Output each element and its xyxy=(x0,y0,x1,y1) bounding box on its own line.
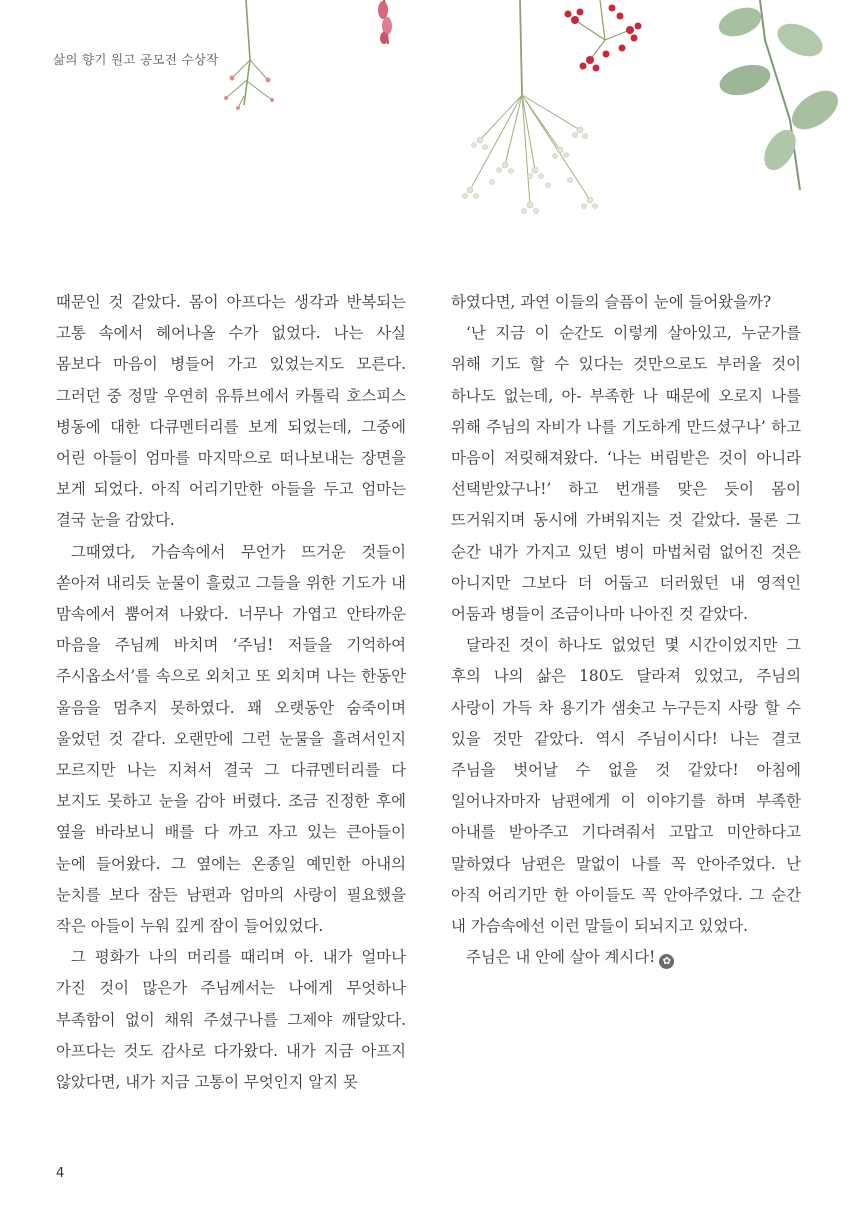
floral-decoration xyxy=(0,0,858,260)
paragraph: ‘난 지금 이 순간도 이렇게 살아있고, 누군가를 위해 기도 할 수 있다는 것만으로도 부러울 것이 하나도 없는데, 아- 부족한 나 때문에 오로지 나를 위해 주님의 자비가 나를 기도하게 만드셨구나’ 하고 마음이 저릿해져왔다. ‘나는 버림받은 것이 아니라 선택받았구나!’ 하고 번개를 맞은 듯이 몸이 뜨거워지며 동시에 가벼워지는 것 같았다. 물론 그 순간 내가 가지고 있던 병이 마법처럼 없어진 것은 아니지만 그보다 더 어둡고 더러웠던 내 영적인 어둠과 병들이 조금이나마 나아진 것 같았다. xyxy=(451,324,801,624)
paragraph: 때문인 것 같았다. 몸이 아프다는 생각과 반복되는 고통 속에서 헤어나올 수가 없었다. 나는 사실 몸보다 마음이 병들어 가고 있었는지도 모른다. 그러던 중 정말 우연히 유튜브에서 카톨릭 호스피스 병동에 대한 다큐멘터리를 보게 되었는데, 그중에 어린 아들이 엄마를 마지막으로 떠나보내는 장면을 보게 되었다. 아직 어리기만한 아들을 두고 엄마는 결국 눈을 감았다. xyxy=(56,293,406,530)
closing-text: 주님은 내 안에 살아 계시다! xyxy=(466,948,656,967)
eucalyptus-icon xyxy=(715,0,845,190)
closing-paragraph xyxy=(451,942,801,973)
paragraph: 그때였다, 가슴속에서 무언가 뜨거운 것들이 쏟아져 내리듯 눈물이 흘렀고 그들을 위한 기도가 내 맘속에서 뿜어져 나왔다. 너무나 가엽고 안타까운 마음을 주님께 바치며 ‘주님! 저들을 기억하여 주시옵소서’를 속으로 외치고 또 외치며 나는 한동안 울음을 멈추지 못하였다. 꽤 오랫동안 숨죽이며 울었던 것 같다. 오랜만에 그런 눈물을 흘려서인지 모르지만 나는 지쳐서 결국 그 다큐멘터리를 다 보지도 못하고 눈을 감아 버렸다. 조금 진정한 후에 옆을 바라보니 배를 다 까고 자고 있는 큰아들이 눈에 들어왔다. 그 옆에는 온종일 예민한 아내의 눈치를 보다 잠든 남편과 엄마의 사랑이 필요했을 작은 아들이 누워 깊게 잠이 들어있었다. xyxy=(56,542,406,936)
babys-breath-icon xyxy=(463,0,598,214)
left-text-column xyxy=(56,287,406,1098)
paragraph: 달라진 것이 하나도 없었던 몇 시간이었지만 그 후의 나의 삶은 180도 달라져 있었고, 주님의 사랑이 가득 차 용기가 샘솟고 누구든지 사랑 할 수 있을 것만 같았다. 역시 주님이시다! 나는 결코 주님을 벗어날 수 없을 것 같았다! 아침에 일어나자마자 남편에게 이 이야기를 하며 부족한 아내를 받아주고 기다려줘서 고맙고 미안하다고 말하였다 남편은 말없이 나를 꼭 안아주었다. 난 아직 어리기만 한 아이들도 꼭 안아주었다. 그 순간 내 가슴속에선 이런 말들이 되뇌지고 있었다. xyxy=(451,636,801,936)
pink-flower-stalk-icon xyxy=(378,0,392,44)
page-number: 4 xyxy=(56,1166,65,1181)
sprig-left-icon xyxy=(224,0,274,110)
red-berries-icon xyxy=(565,0,642,72)
right-text-column xyxy=(451,287,801,973)
paragraph: 그 평화가 나의 머리를 때리며 아. 내가 얼마나 가진 것이 많은가 주님께서는 나에게 무엇하나 부족함이 없이 채워 주셨구나를 그제야 깨달았다. 아프다는 것도 감사로 다가왔다. 내가 지금 아프지 않았다면, 내가 지금 고통이 무엇인지 알지 못 xyxy=(56,948,406,1092)
publication-header: 삶의 향기 원고 공모전 수상작 xyxy=(53,52,219,67)
paragraph: 하였다면, 과연 이들의 슬픔이 눈에 들어왔을까? xyxy=(451,293,772,311)
end-mark-icon: ✿ xyxy=(659,954,674,969)
